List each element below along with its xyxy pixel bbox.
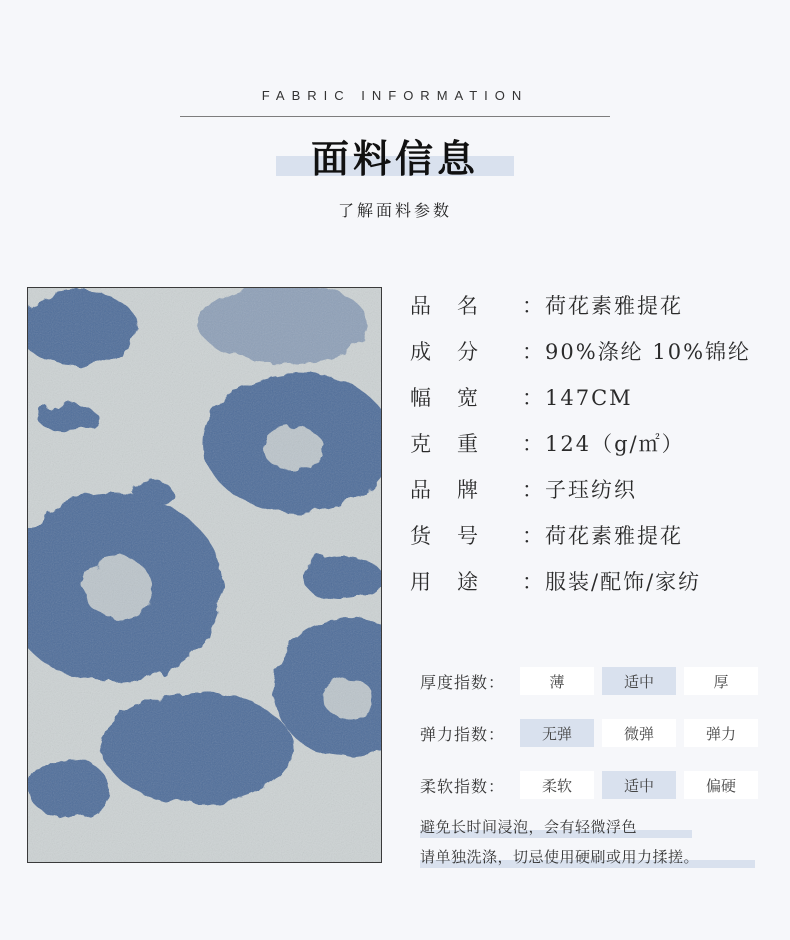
info-row-width	[410, 374, 780, 420]
care-line-1: 避免长时间浸泡，会有轻微浮色	[420, 812, 780, 842]
section-subtitle: 了解面料参数	[337, 201, 452, 220]
info-key: 幅 宽	[410, 386, 480, 410]
info-value: ：子珏纺织	[522, 478, 637, 502]
info-row-item-number	[410, 512, 780, 558]
elasticity-option-none: 无弹	[520, 719, 594, 747]
thickness-index-label: 厚度指数：	[420, 672, 506, 692]
softness-option-hard: 偏硬	[684, 771, 758, 799]
info-value: ：服装/配饰/家纺	[522, 570, 702, 594]
page-title: 面料信息	[310, 137, 479, 181]
info-row-composition	[410, 328, 780, 374]
info-row-name	[410, 282, 780, 328]
thickness-option-thin: 薄	[520, 667, 594, 695]
info-value: ：147CM	[522, 386, 633, 410]
fabric-swatch-image	[27, 287, 382, 863]
info-value: ：124（g/㎡）	[522, 432, 685, 456]
title-divider	[180, 116, 610, 117]
fabric-info-list	[410, 282, 780, 604]
softness-option-medium: 适中	[602, 771, 676, 799]
thickness-option-thick: 厚	[684, 667, 758, 695]
info-key: 品 牌	[410, 478, 480, 502]
thickness-option-medium: 适中	[602, 667, 676, 695]
info-value: ：90%涤纶 10%锦纶	[522, 340, 752, 364]
info-key: 货 号	[410, 524, 480, 548]
thickness-index-row	[420, 655, 770, 707]
info-value: ：荷花素雅提花	[522, 294, 683, 318]
care-line-2: 请单独洗涤，切忌使用硬刷或用力揉搓。	[420, 842, 780, 872]
elasticity-option-stretch: 弹力	[684, 719, 758, 747]
fabric-indices	[420, 655, 770, 811]
info-row-brand	[410, 466, 780, 512]
info-value: ：荷花素雅提花	[522, 524, 683, 548]
info-key: 克 重	[410, 432, 480, 456]
info-row-weight	[410, 420, 780, 466]
elasticity-index-label: 弹力指数：	[420, 724, 506, 744]
elasticity-index-row	[420, 707, 770, 759]
softness-option-soft: 柔软	[520, 771, 594, 799]
info-key: 品 名	[410, 294, 480, 318]
info-key: 用 途	[410, 570, 480, 594]
info-key: 成 分	[410, 340, 480, 364]
softness-index-label: 柔软指数：	[420, 776, 506, 796]
elasticity-option-slight: 微弹	[602, 719, 676, 747]
info-row-usage	[410, 558, 780, 604]
subtitle-en: FABRIC INFORMATION	[261, 88, 529, 103]
softness-index-row	[420, 759, 770, 811]
care-instructions	[420, 812, 780, 872]
